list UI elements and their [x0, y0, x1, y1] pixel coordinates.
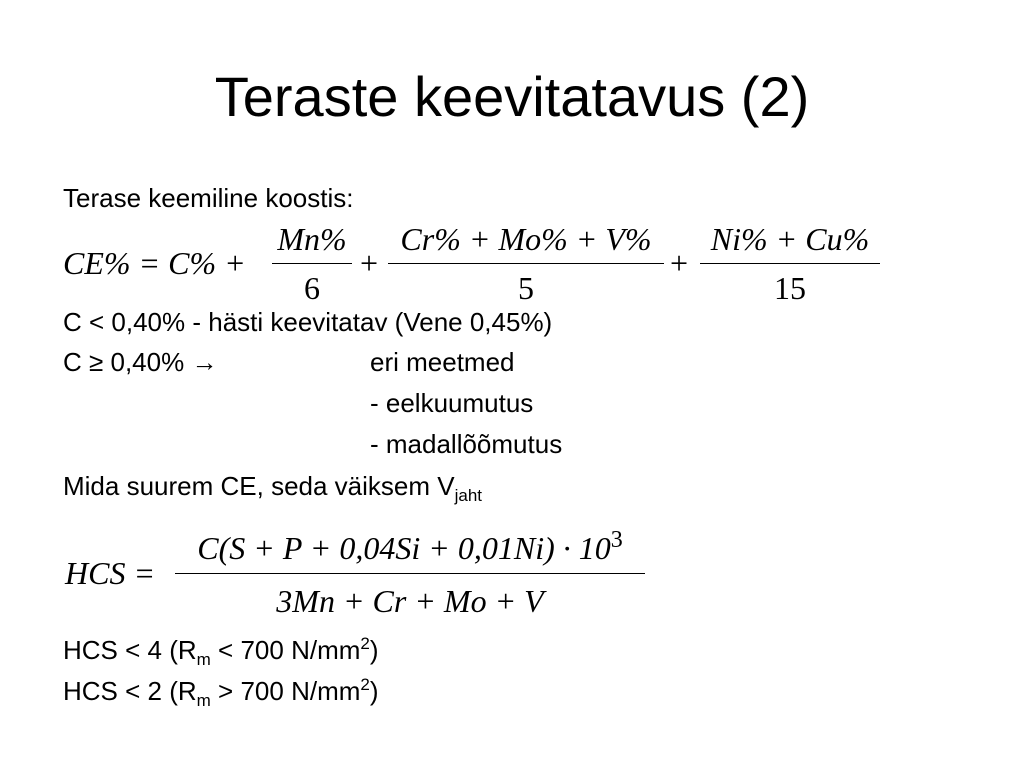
carbon-high-line: C ≥ 0,40% →: [63, 347, 218, 377]
hcs-limit-1-a: HCS < 4 (R: [63, 635, 197, 665]
hcs-limit-1-sub: m: [196, 650, 211, 669]
ce-frac3-denominator: 15: [774, 270, 806, 306]
hcs-numerator-text: C(S + P + 0,04Si + 0,01Ni) · 10: [197, 530, 611, 566]
low-annealing-item: - madallõõmutus: [370, 429, 563, 459]
ce-plus-1: +: [360, 245, 379, 281]
ce-frac2-bar: [388, 263, 664, 264]
hcs-limit-2-sup: 2: [360, 675, 370, 694]
ce-frac3-numerator: Ni% + Cu%: [710, 221, 870, 257]
hcs-limit-1: [63, 634, 379, 670]
composition-heading: Terase keemiline koostis:: [63, 183, 354, 213]
ce-frac1-bar: [272, 263, 352, 264]
ce-frac1-denominator: 6: [304, 270, 320, 306]
hcs-lhs: HCS =: [65, 555, 156, 591]
hcs-limit-2-sub: m: [196, 691, 211, 710]
hcs-limit-1-c: ): [369, 635, 379, 665]
slide-title: Teraste keevitatavus (2): [214, 65, 810, 128]
ce-frac3-bar: [700, 263, 880, 264]
hcs-limit-2: [63, 675, 379, 711]
ce-frac1-numerator: Mn%: [277, 221, 347, 257]
ce-relation-subscript: jaht: [454, 486, 483, 505]
ce-lhs: CE% = C% +: [63, 245, 246, 281]
preheating-item: - eelkuumutus: [370, 388, 534, 418]
hcs-fraction-bar: [175, 573, 645, 574]
hcs-limit-1-b: < 700 N/mm: [210, 635, 361, 665]
hcs-limit-2-c: ): [369, 676, 379, 706]
carbon-limit-line: C < 0,40% - hästi keevitatav (Vene 0,45%): [63, 307, 553, 337]
hcs-limit-1-sup: 2: [360, 634, 370, 653]
hcs-limit-2-b: > 700 N/mm: [210, 676, 361, 706]
ce-plus-2: +: [670, 245, 689, 281]
hcs-numerator: [175, 527, 645, 570]
hcs-denominator: 3Mn + Cr + Mo + V: [276, 583, 544, 619]
hcs-limit-2-a: HCS < 2 (R: [63, 676, 197, 706]
special-measures: eri meetmed: [370, 347, 515, 377]
hcs-exponent: 3: [610, 527, 623, 553]
ce-frac2-numerator: Cr% + Mo% + V%: [400, 221, 652, 257]
ce-relation-text: Mida suurem CE, seda väiksem V: [63, 471, 455, 501]
ce-relation-line: [63, 470, 482, 506]
ce-frac2-denominator: 5: [518, 270, 534, 306]
